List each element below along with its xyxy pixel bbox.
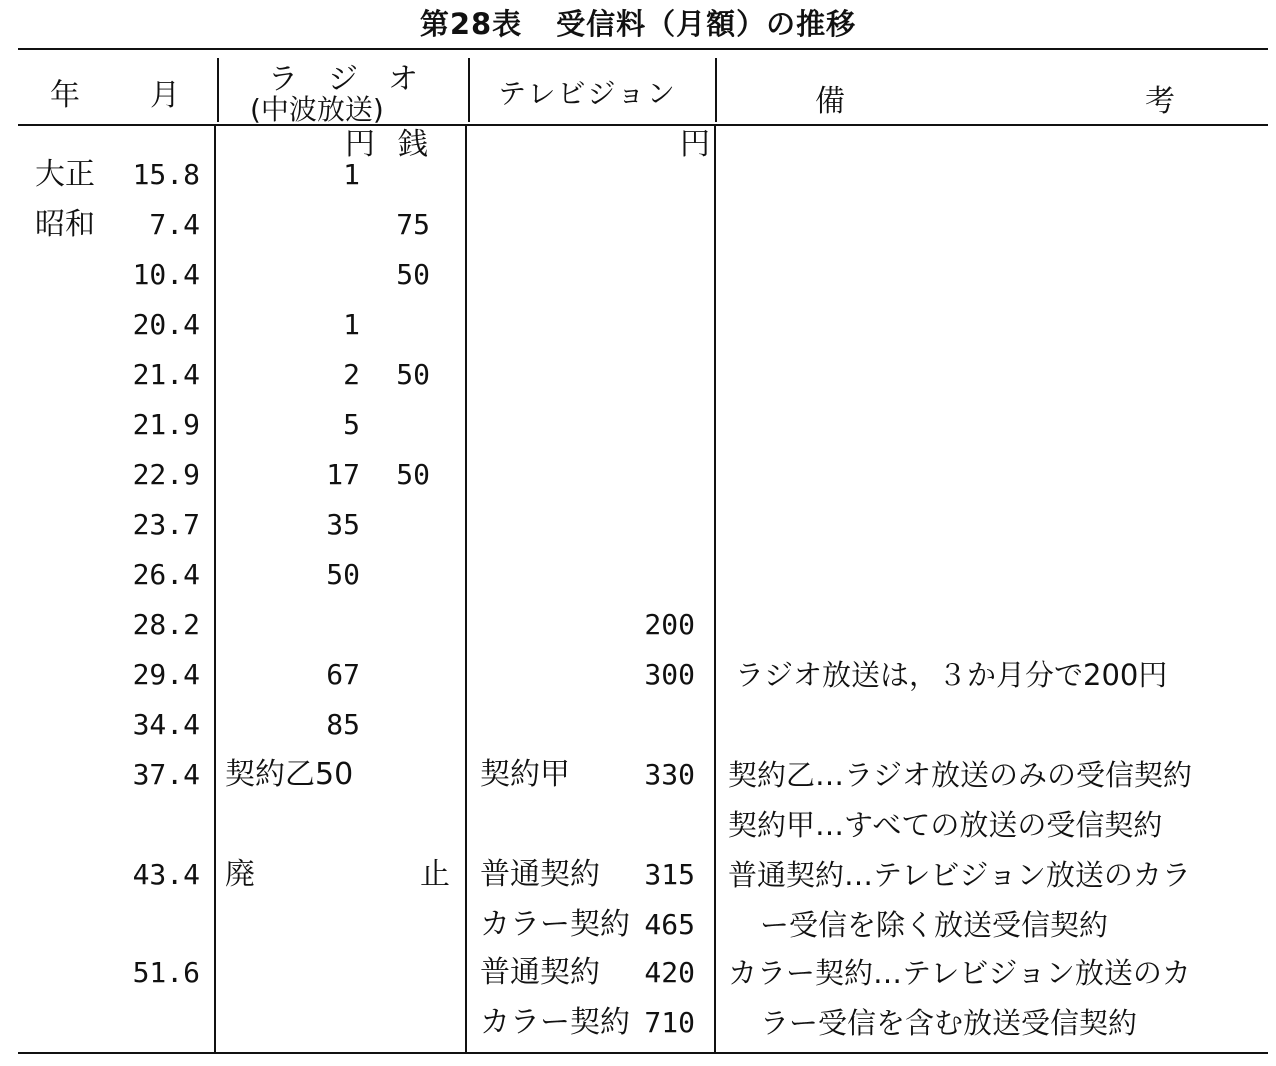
row-date: 10.4 — [132, 258, 200, 291]
row-date: 20.4 — [132, 308, 200, 341]
row-date: 51.6 — [132, 956, 200, 989]
row-tv-label: 契約甲 — [480, 757, 570, 792]
row-tv-label: カラー契約 — [480, 1005, 630, 1040]
row-radio-yen: 35 — [326, 508, 360, 541]
row-date: 28.2 — [132, 608, 200, 641]
rule-header-bottom — [18, 124, 1268, 126]
row-remark: ラジオ放送は，３か月分で200円 — [735, 658, 1168, 692]
rule-v-radio-header — [468, 58, 470, 122]
row-tv-value: 300 — [644, 658, 695, 691]
row-date: 23.7 — [132, 508, 200, 541]
row-radio-sen: 50 — [396, 358, 430, 391]
row-tv-value: 465 — [644, 908, 695, 941]
row-remark: 普通契約…テレビジョン放送のカラ — [728, 858, 1191, 892]
rule-bottom — [18, 1052, 1268, 1054]
row-remark: 契約甲…すべての放送の受信契約 — [728, 808, 1163, 842]
row-date: 21.9 — [132, 408, 200, 441]
row-radio-yen: 1 — [343, 158, 360, 191]
rule-v-tv-body — [714, 126, 716, 1052]
row-radio-sen: 50 — [396, 258, 430, 291]
row-tv-value: 200 — [644, 608, 695, 641]
row-tv-label: 普通契約 — [480, 857, 600, 892]
row-radio-yen: 85 — [326, 708, 360, 741]
row-date: 22.9 — [132, 458, 200, 491]
row-date: 34.4 — [132, 708, 200, 741]
row-tv-value: 710 — [644, 1006, 695, 1039]
row-radio-sen: 50 — [396, 458, 430, 491]
row-era: 昭和 — [35, 207, 95, 242]
rule-v-tv-header — [715, 58, 717, 122]
header-year: 年 — [50, 78, 80, 113]
row-radio-yen: 67 — [326, 658, 360, 691]
row-remark: ー受信を除く放送受信契約 — [760, 908, 1109, 942]
row-radio-abolished-2: 止 — [420, 857, 450, 892]
row-radio-yen: 1 — [343, 308, 360, 341]
row-date: 29.4 — [132, 658, 200, 691]
row-date: 26.4 — [132, 558, 200, 591]
header-radio-line1: ラ ジ オ — [268, 62, 418, 97]
header-radio-line2: (中波放送) — [250, 93, 384, 126]
header-remarks-2: 考 — [1145, 84, 1175, 119]
unit-radio-sen: 銭 — [398, 127, 428, 162]
row-radio-yen: 50 — [326, 558, 360, 591]
row-radio-contract: 契約乙50 — [225, 757, 354, 792]
header-month: 月 — [150, 78, 180, 113]
row-tv-label: 普通契約 — [480, 955, 600, 990]
row-radio-abolished-1: 廃 — [225, 857, 255, 892]
row-era: 大正 — [35, 157, 95, 192]
header-tv: テレビジョン — [498, 77, 677, 110]
row-date: 15.8 — [132, 158, 200, 191]
unit-tv-yen: 円 — [680, 127, 710, 162]
rule-v-radio-body — [465, 126, 467, 1052]
row-tv-label: カラー契約 — [480, 907, 630, 942]
table-title-text: 受信料（月額）の推移 — [556, 7, 857, 41]
row-date: 37.4 — [132, 758, 200, 791]
row-date: 21.4 — [132, 358, 200, 391]
table-title — [0, 2, 1276, 43]
header-remarks-1: 備 — [815, 84, 845, 119]
row-tv-value: 315 — [644, 858, 695, 891]
rule-v-year-body — [214, 126, 216, 1052]
row-radio-yen: 5 — [343, 408, 360, 441]
row-radio-yen: 2 — [343, 358, 360, 391]
row-radio-yen: 17 — [326, 458, 360, 491]
rule-v-year-header — [217, 58, 219, 122]
rule-top — [18, 48, 1268, 50]
row-remark: 契約乙…ラジオ放送のみの受信契約 — [728, 758, 1193, 792]
row-radio-sen: 75 — [396, 208, 430, 241]
row-tv-value: 420 — [644, 956, 695, 989]
row-date: 7.4 — [149, 208, 200, 241]
table-number: 第28表 — [419, 7, 523, 41]
row-remark: ラー受信を含む放送受信契約 — [760, 1006, 1138, 1040]
row-date: 43.4 — [132, 858, 200, 891]
unit-radio-yen: 円 — [345, 127, 375, 162]
row-tv-value: 330 — [644, 758, 695, 791]
row-remark: カラー契約…テレビジョン放送のカ — [728, 956, 1191, 990]
